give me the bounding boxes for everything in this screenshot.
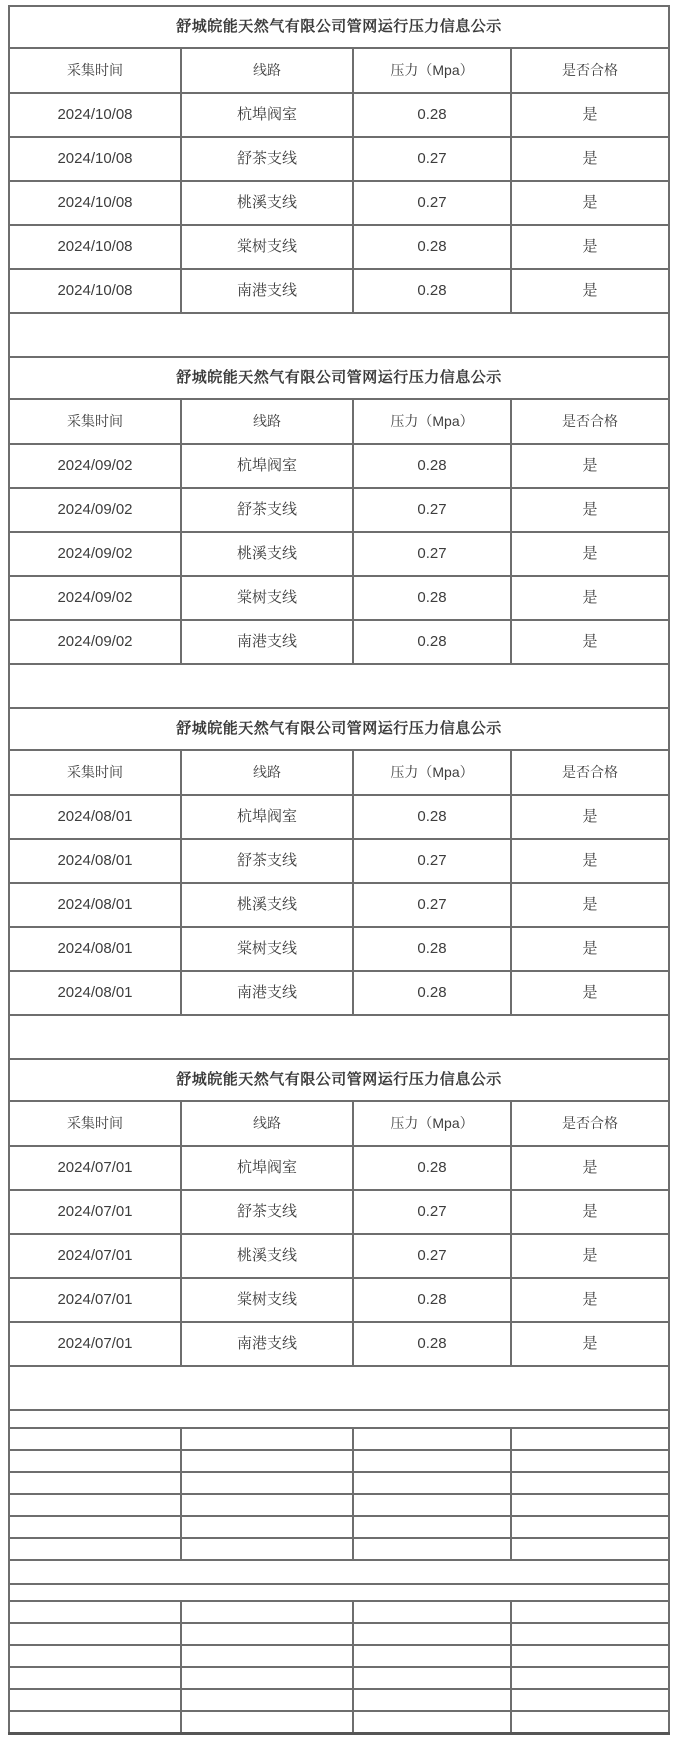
cell-date: 2024/10/08: [9, 181, 181, 225]
empty-cell: [511, 1623, 669, 1645]
cell-line: 杭埠阀室: [181, 1146, 353, 1190]
empty-cell: [181, 1601, 353, 1623]
empty-row: [9, 1711, 669, 1734]
cell-pressure: 0.28: [353, 971, 511, 1015]
empty-cell: [9, 1450, 181, 1472]
cell-qualified: 是: [511, 532, 669, 576]
header-cell-pressure: 压力（Mpa）: [353, 399, 511, 444]
table-row: [9, 1146, 669, 1190]
empty-cell: [9, 1711, 181, 1734]
cell-pressure: 0.28: [353, 269, 511, 313]
section-title: 舒城皖能天然气有限公司管网运行压力信息公示: [9, 357, 669, 399]
empty-cell: [9, 1601, 181, 1623]
cell-date: 2024/08/01: [9, 839, 181, 883]
table-row: [9, 1278, 669, 1322]
table-header-row: [9, 750, 669, 795]
empty-cell: [9, 1472, 181, 1494]
empty-cell: [511, 1538, 669, 1560]
table-row: [9, 137, 669, 181]
cell-qualified: 是: [511, 93, 669, 137]
empty-cell: [181, 1494, 353, 1516]
empty-cell: [181, 1472, 353, 1494]
empty-cell: [9, 1667, 181, 1689]
table-row: [9, 795, 669, 839]
cell-qualified: 是: [511, 137, 669, 181]
header-cell-line: 线路: [181, 48, 353, 93]
empty-cell: [181, 1516, 353, 1538]
table-row: [9, 532, 669, 576]
section-title-row: [9, 357, 669, 399]
cell-line: 南港支线: [181, 620, 353, 664]
empty-cell: [353, 1667, 511, 1689]
cell-line: 桃溪支线: [181, 181, 353, 225]
cell-date: 2024/09/02: [9, 532, 181, 576]
table-row: [9, 444, 669, 488]
cell-pressure: 0.28: [353, 444, 511, 488]
header-cell-pressure: 压力（Mpa）: [353, 48, 511, 93]
empty-cell: [511, 1450, 669, 1472]
empty-cell: [353, 1516, 511, 1538]
cell-date: 2024/10/08: [9, 225, 181, 269]
cell-qualified: 是: [511, 795, 669, 839]
cell-line: 南港支线: [181, 971, 353, 1015]
cell-line: 杭埠阀室: [181, 444, 353, 488]
cell-line: 棠树支线: [181, 1278, 353, 1322]
empty-cell: [353, 1450, 511, 1472]
header-cell-qualified: 是否合格: [511, 399, 669, 444]
cell-qualified: 是: [511, 488, 669, 532]
spacer-cell: [9, 313, 669, 357]
table-row: [9, 93, 669, 137]
section-title-row: [9, 708, 669, 750]
cell-pressure: 0.28: [353, 927, 511, 971]
cell-pressure: 0.27: [353, 1234, 511, 1278]
cell-date: 2024/10/08: [9, 137, 181, 181]
cell-date: 2024/07/01: [9, 1322, 181, 1366]
section-spacer-row: [9, 313, 669, 357]
pressure-section: [9, 1059, 669, 1410]
cell-pressure: 0.28: [353, 795, 511, 839]
empty-cell: [9, 1538, 181, 1560]
empty-cell: [511, 1601, 669, 1623]
cell-line: 南港支线: [181, 269, 353, 313]
cell-date: 2024/10/08: [9, 93, 181, 137]
table-row: [9, 927, 669, 971]
cell-date: 2024/09/02: [9, 444, 181, 488]
table-row: [9, 971, 669, 1015]
cell-date: 2024/07/01: [9, 1190, 181, 1234]
section-spacer-row: [9, 1366, 669, 1410]
header-cell-pressure: 压力（Mpa）: [353, 750, 511, 795]
cell-pressure: 0.28: [353, 1322, 511, 1366]
empty-cell: [511, 1711, 669, 1734]
cell-qualified: 是: [511, 971, 669, 1015]
empty-cell: [353, 1472, 511, 1494]
empty-cell: [181, 1623, 353, 1645]
cell-qualified: 是: [511, 269, 669, 313]
cell-date: 2024/07/01: [9, 1278, 181, 1322]
empty-merged-row: [9, 1560, 669, 1584]
pressure-table: [8, 5, 670, 1735]
cell-date: 2024/09/02: [9, 576, 181, 620]
empty-cell: [353, 1711, 511, 1734]
empty-cell: [9, 1623, 181, 1645]
cell-qualified: 是: [511, 444, 669, 488]
section-title-row: [9, 1059, 669, 1101]
empty-row: [9, 1667, 669, 1689]
empty-row: [9, 1623, 669, 1645]
cell-date: 2024/08/01: [9, 883, 181, 927]
empty-row: [9, 1450, 669, 1472]
table-row: [9, 620, 669, 664]
cell-date: 2024/08/01: [9, 795, 181, 839]
cell-pressure: 0.27: [353, 883, 511, 927]
empty-row: [9, 1601, 669, 1623]
cell-pressure: 0.27: [353, 488, 511, 532]
table-row: [9, 1190, 669, 1234]
cell-date: 2024/09/02: [9, 620, 181, 664]
empty-cell: [511, 1472, 669, 1494]
empty-cell: [511, 1645, 669, 1667]
header-cell-qualified: 是否合格: [511, 48, 669, 93]
cell-pressure: 0.27: [353, 839, 511, 883]
empty-row: [9, 1645, 669, 1667]
cell-qualified: 是: [511, 181, 669, 225]
empty-cell: [353, 1689, 511, 1711]
cell-qualified: 是: [511, 1146, 669, 1190]
cell-pressure: 0.28: [353, 93, 511, 137]
empty-cell: [511, 1428, 669, 1450]
table-row: [9, 883, 669, 927]
header-cell-line: 线路: [181, 399, 353, 444]
empty-cell: [353, 1645, 511, 1667]
table-row: [9, 1234, 669, 1278]
cell-date: 2024/08/01: [9, 971, 181, 1015]
cell-pressure: 0.27: [353, 532, 511, 576]
empty-cell: [9, 1516, 181, 1538]
empty-cell: [511, 1667, 669, 1689]
cell-qualified: 是: [511, 1234, 669, 1278]
empty-cell: [511, 1494, 669, 1516]
header-cell-collect-time: 采集时间: [9, 48, 181, 93]
table-row: [9, 225, 669, 269]
section-spacer-row: [9, 664, 669, 708]
cell-line: 舒茶支线: [181, 137, 353, 181]
section-title-row: [9, 6, 669, 48]
cell-qualified: 是: [511, 225, 669, 269]
table-row: [9, 269, 669, 313]
cell-line: 杭埠阀室: [181, 93, 353, 137]
cell-pressure: 0.28: [353, 1278, 511, 1322]
empty-cell: [181, 1645, 353, 1667]
header-cell-qualified: 是否合格: [511, 1101, 669, 1146]
cell-qualified: 是: [511, 839, 669, 883]
cell-date: 2024/10/08: [9, 269, 181, 313]
empty-cell: [181, 1428, 353, 1450]
cell-qualified: 是: [511, 927, 669, 971]
header-cell-line: 线路: [181, 1101, 353, 1146]
empty-cell: [353, 1623, 511, 1645]
cell-line: 南港支线: [181, 1322, 353, 1366]
empty-cell: [353, 1428, 511, 1450]
empty-cell: [511, 1689, 669, 1711]
empty-row: [9, 1428, 669, 1450]
empty-cell: [511, 1516, 669, 1538]
table-row: [9, 576, 669, 620]
header-cell-line: 线路: [181, 750, 353, 795]
empty-merged-row: [9, 1584, 669, 1601]
cell-date: 2024/09/02: [9, 488, 181, 532]
header-cell-collect-time: 采集时间: [9, 399, 181, 444]
empty-cell: [181, 1538, 353, 1560]
cell-line: 舒茶支线: [181, 1190, 353, 1234]
table-header-row: [9, 1101, 669, 1146]
header-cell-pressure: 压力（Mpa）: [353, 1101, 511, 1146]
empty-cell: [9, 1689, 181, 1711]
header-cell-collect-time: 采集时间: [9, 750, 181, 795]
cell-pressure: 0.28: [353, 620, 511, 664]
pressure-section: [9, 357, 669, 708]
empty-merged-row: [9, 1410, 669, 1428]
empty-row: [9, 1538, 669, 1560]
cell-qualified: 是: [511, 1322, 669, 1366]
cell-line: 桃溪支线: [181, 532, 353, 576]
cell-pressure: 0.27: [353, 1190, 511, 1234]
empty-cell: [9, 1584, 669, 1601]
cell-pressure: 0.28: [353, 1146, 511, 1190]
cell-qualified: 是: [511, 620, 669, 664]
empty-row: [9, 1516, 669, 1538]
empty-row: [9, 1689, 669, 1711]
cell-date: 2024/07/01: [9, 1146, 181, 1190]
empty-cell: [9, 1428, 181, 1450]
empty-cell: [9, 1560, 669, 1584]
empty-rows-block: [9, 1410, 669, 1734]
cell-qualified: 是: [511, 1278, 669, 1322]
header-cell-qualified: 是否合格: [511, 750, 669, 795]
section-spacer-row: [9, 1015, 669, 1059]
table-row: [9, 839, 669, 883]
empty-cell: [181, 1450, 353, 1472]
section-title: 舒城皖能天然气有限公司管网运行压力信息公示: [9, 6, 669, 48]
cell-date: 2024/07/01: [9, 1234, 181, 1278]
empty-cell: [181, 1711, 353, 1734]
empty-cell: [353, 1538, 511, 1560]
cell-line: 桃溪支线: [181, 883, 353, 927]
section-title: 舒城皖能天然气有限公司管网运行压力信息公示: [9, 1059, 669, 1101]
empty-cell: [353, 1494, 511, 1516]
section-title: 舒城皖能天然气有限公司管网运行压力信息公示: [9, 708, 669, 750]
empty-row: [9, 1472, 669, 1494]
cell-line: 桃溪支线: [181, 1234, 353, 1278]
cell-line: 棠树支线: [181, 225, 353, 269]
cell-qualified: 是: [511, 1190, 669, 1234]
cell-qualified: 是: [511, 576, 669, 620]
empty-row: [9, 1494, 669, 1516]
spacer-cell: [9, 1015, 669, 1059]
pressure-section: [9, 6, 669, 357]
empty-cell: [9, 1410, 669, 1428]
cell-line: 棠树支线: [181, 927, 353, 971]
cell-pressure: 0.28: [353, 576, 511, 620]
table-row: [9, 181, 669, 225]
empty-cell: [353, 1601, 511, 1623]
table-row: [9, 1322, 669, 1366]
empty-cell: [181, 1667, 353, 1689]
cell-line: 舒茶支线: [181, 488, 353, 532]
cell-pressure: 0.27: [353, 137, 511, 181]
table-header-row: [9, 399, 669, 444]
spacer-cell: [9, 664, 669, 708]
cell-pressure: 0.28: [353, 225, 511, 269]
cell-line: 棠树支线: [181, 576, 353, 620]
pressure-section: [9, 708, 669, 1059]
cell-line: 杭埠阀室: [181, 795, 353, 839]
cell-qualified: 是: [511, 883, 669, 927]
spacer-cell: [9, 1366, 669, 1410]
header-cell-collect-time: 采集时间: [9, 1101, 181, 1146]
table-header-row: [9, 48, 669, 93]
empty-cell: [9, 1494, 181, 1516]
table-row: [9, 488, 669, 532]
empty-cell: [9, 1645, 181, 1667]
cell-pressure: 0.27: [353, 181, 511, 225]
cell-line: 舒茶支线: [181, 839, 353, 883]
cell-date: 2024/08/01: [9, 927, 181, 971]
empty-cell: [181, 1689, 353, 1711]
